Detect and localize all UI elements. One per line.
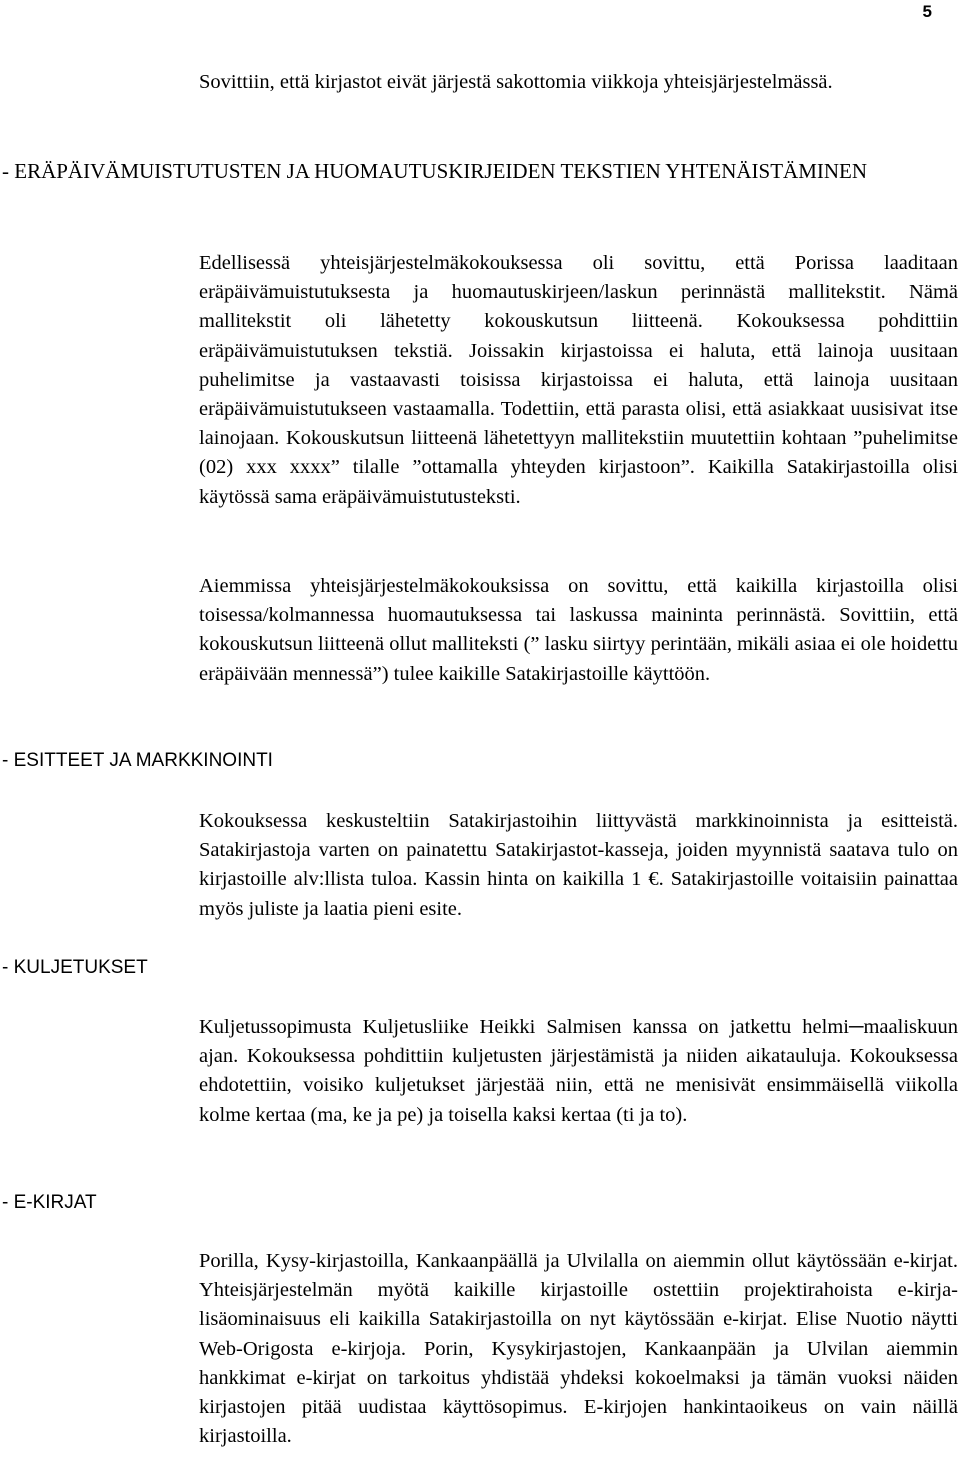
section-heading-marketing: - ESITTEET JA MARKKINOINTI: [2, 750, 273, 771]
reminders-paragraph-1: Edellisessä yhteisjärjestelmäkokouksessa oli sovittu, että Porissa laaditaan eräpäivämuistutuksesta ja huomautuskirjeen/laskun perinnästä mallitekstit. Nämä mallitekstit oli lähetetty kokouskutsun liitteenä. Kokouksessa pohdittiin eräpäivämuistutuksen tekstiä. Joissakin kirjastoissa ei haluta, että lainoja uusitaan puhelimitse ja vastaavasti toisissa kirjastoissa ei haluta, että lainoja uusitaan eräpäivämuistutukseen vastaamalla. Todettiin, että parasta olisi, että asiakkaat uusisivat itse lainojaan. Kokouskutsun liitteenä lähetettyyn mallitekstiin muutettiin kohtaan ”puhelimitse (02) xxx xxxx” tilalle ”ottamalla yhteyden kirjastoon”. Kaikilla Satakirjastoilla olisi käytössä sama eräpäivämuistutusteksti.: [199, 252, 958, 508]
section-heading-ebooks: - E-KIRJAT: [2, 1192, 97, 1213]
page-number: 5: [922, 2, 932, 21]
section-heading-transport: - KULJETUKSET: [2, 957, 148, 978]
reminders-paragraph-2: Aiemmissa yhteisjärjestelmäkokouksissa on sovittu, että kaikilla kirjastoilla olisi toisessa/kolmannessa huomautuksessa tai laskussa maininta perinnästä. Sovittiin, että kokouskutsun liitteenä ollut malliteksti (” lasku siirtyy perintään, mikäli asiaa ei ole hoidettu eräpäivään mennessä”) tulee kaikille Satakirjastoille käyttöön.: [199, 575, 958, 685]
transport-paragraph: Kuljetussopimusta Kuljetusliike Heikki Salmisen kanssa on jatkettu helmi─maaliskuun ajan. Kokouksessa pohdittiin kuljetusten järjestämistä ja niiden aikatauluja. Kokouksessa ehdotettiin, voisiko kuljetukset järjestää niin, että ne menisivät ensimmäisellä viikolla kolme kertaa (ma, ke ja pe) ja toisella kaksi kertaa (ti ja to).: [199, 1016, 958, 1126]
ebooks-paragraph: Porilla, Kysy-kirjastoilla, Kankaanpäällä ja Ulvilalla on aiemmin ollut käytössään e-kirjat. Yhteisjärjestelmän myötä kaikille kirjastoille ostettiin projektirahoista e-kirja-lisäominaisuus eli kaikilla Satakirjastoilla on nyt käytössään e-kirjat. Elise Nuotio näytti Web-Origosta e-kirjoja. Porin, Kysykirjastojen, Kankaanpään ja Ulvilan aiemmin hankkimat e-kirjat on tarkoitus yhdistää yhdeksi kokoelmaksi ja tämän vuoksi näiden kirjastojen pitää uudistaa käyttösopimus. E-kirjojen hankintaoikeus on vain näillä kirjastoilla.: [199, 1250, 958, 1448]
marketing-paragraph: Kokouksessa keskusteltiin Satakirjastoihin liittyvästä markkinoinnista ja esitteistä. Satakirjastoja varten on painatettu Satakirjastot-kasseja, joiden myynnistä saatava tulo on kirjastoille alv:llista tuloa. Kassin hinta on kaikilla 1 €. Satakirjastoille voitaisiin painattaa myös juliste ja laatia pieni esite.: [199, 810, 958, 920]
section-heading-reminders: - ERÄPÄIVÄMUISTUTUSTEN JA HUOMAUTUSKIRJEIDEN TEKSTIEN YHTENÄISTÄMINEN: [2, 159, 868, 183]
intro-paragraph: Sovittiin, että kirjastot eivät järjestä sakottomia viikkoja yhteisjärjestelmässä.: [199, 71, 833, 93]
